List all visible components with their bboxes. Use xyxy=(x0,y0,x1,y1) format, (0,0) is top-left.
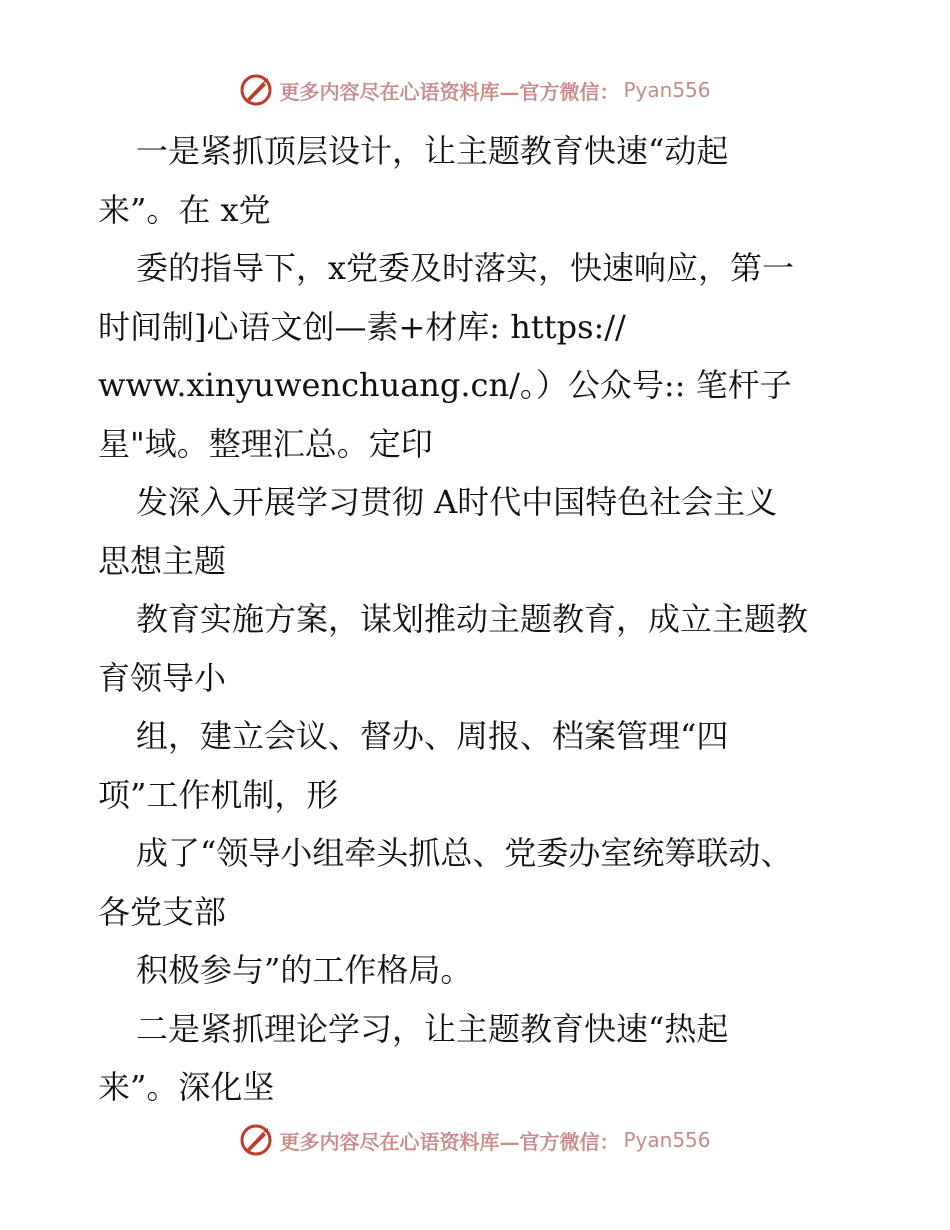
text-line: 各党支部 xyxy=(98,892,227,931)
text-line: 思想主题 xyxy=(98,541,227,580)
page-header-banner xyxy=(0,70,950,110)
document-body xyxy=(98,122,888,1117)
text-line: 二是紧抓理论学习，让主题教育快速“热起 xyxy=(136,1009,729,1048)
text-line: 教育实施方案，谋划推动主题教育，成立主题教 xyxy=(136,600,809,638)
quill-pen-logo-icon xyxy=(239,73,273,107)
text-line: 积极参与”的工作格局。 xyxy=(136,951,473,989)
text-line: 成了“领导小组牵头抓总、党委办室统筹联动、 xyxy=(136,834,793,872)
header-wechat-id: Pyan556 xyxy=(623,78,711,102)
text-line: 星"域。整理汇总。定印 xyxy=(98,424,433,463)
text-line: 项”工作机制，形 xyxy=(98,775,339,814)
text-line: 来”。深化坚 xyxy=(98,1068,275,1106)
text-line: 来”。在 x党 xyxy=(98,190,271,229)
text-line: 委的指导下，x党委及时落实，快速响应，第一 xyxy=(136,249,795,287)
text-line: www.xinyuwenchuang.cn/。）公众号:: 笔杆子 xyxy=(98,366,792,404)
header-slogan: 更多内容尽在心语资料库—官方微信： xyxy=(279,79,620,104)
text-line: 一是紧抓顶层设计，让主题教育快速“动起 xyxy=(136,132,729,170)
text-line: 时间制]心语文创—素+材库: https:// xyxy=(98,307,626,346)
text-line: 发深入开展学习贯彻 A时代中国特色社会主义 xyxy=(136,483,778,521)
text-line: 组，建立会议、督办、周报、档案管理“四 xyxy=(136,717,729,755)
footer-slogan: 更多内容尽在心语资料库—官方微信： xyxy=(279,1129,620,1154)
text-line: 育领导小 xyxy=(98,658,227,697)
quill-pen-logo-icon xyxy=(239,1123,273,1157)
page-footer-banner xyxy=(0,1120,950,1160)
footer-wechat-id: Pyan556 xyxy=(623,1128,711,1152)
